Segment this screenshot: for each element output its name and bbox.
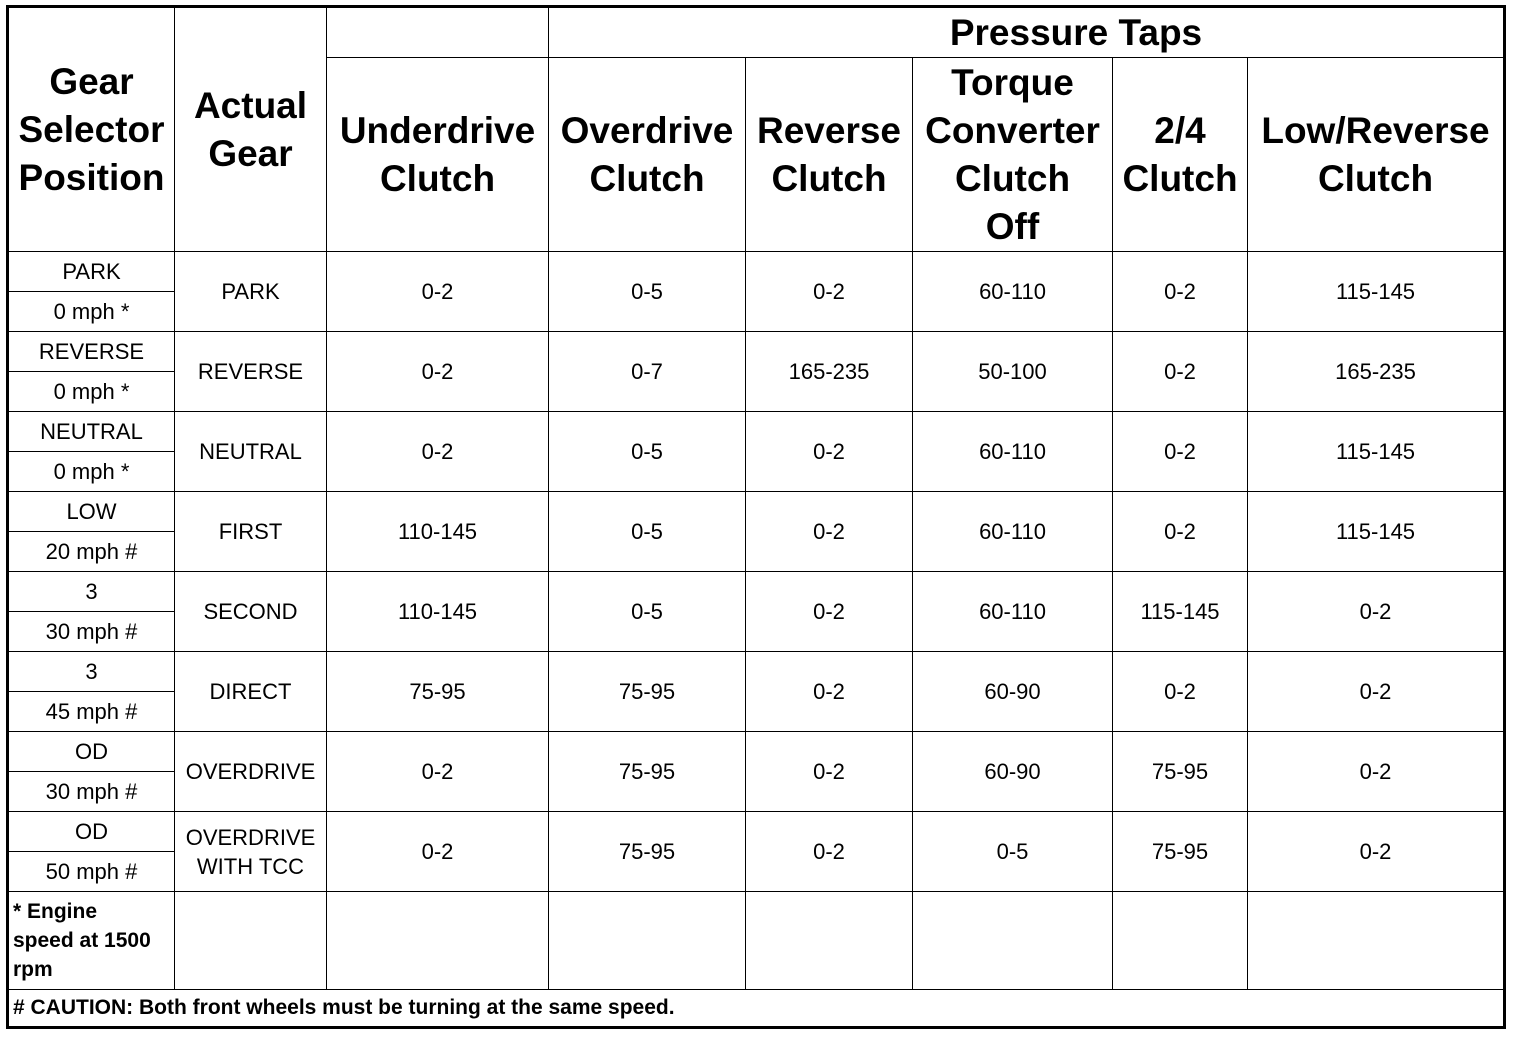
table-row [8, 492, 1505, 532]
torque-converter-clutch-off-cell: 60-110 [913, 492, 1113, 572]
table-row [8, 572, 1505, 612]
footnote-blank-cell [913, 892, 1113, 990]
vehicle-speed-cell: 0 mph * [8, 452, 175, 492]
gear-selector-position-cell: 3 [8, 572, 175, 612]
torque-converter-clutch-off-cell: 0-5 [913, 812, 1113, 892]
low-reverse-clutch-cell: 0-2 [1248, 732, 1505, 812]
header-pressure-taps: Pressure Taps [549, 7, 1505, 58]
reverse-clutch-cell: 0-2 [746, 732, 913, 812]
gear-selector-position-cell: PARK [8, 252, 175, 292]
2-4-clutch-cell: 75-95 [1113, 812, 1248, 892]
footnote-blank-cell [1113, 892, 1248, 990]
underdrive-clutch-cell: 0-2 [327, 812, 549, 892]
low-reverse-clutch-cell: 115-145 [1248, 252, 1505, 332]
reverse-clutch-cell: 0-2 [746, 812, 913, 892]
reverse-clutch-cell: 0-2 [746, 412, 913, 492]
footnote-caution: # CAUTION: Both front wheels must be turning at the same speed. [8, 990, 1505, 1028]
overdrive-clutch-cell: 0-5 [549, 412, 746, 492]
overdrive-clutch-cell: 0-5 [549, 572, 746, 652]
header-gear-selector-position: Gear Selector Position [8, 7, 175, 252]
vehicle-speed-cell: 45 mph # [8, 692, 175, 732]
2-4-clutch-cell: 0-2 [1113, 332, 1248, 412]
low-reverse-clutch-cell: 165-235 [1248, 332, 1505, 412]
header-low-reverse-clutch: Low/Reverse Clutch [1248, 58, 1505, 252]
underdrive-clutch-cell: 75-95 [327, 652, 549, 732]
torque-converter-clutch-off-cell: 60-110 [913, 252, 1113, 332]
actual-gear-cell: PARK [175, 252, 327, 332]
table-row [8, 732, 1505, 772]
vehicle-speed-cell: 0 mph * [8, 292, 175, 332]
vehicle-speed-cell: 20 mph # [8, 532, 175, 572]
actual-gear-cell: SECOND [175, 572, 327, 652]
actual-gear-cell: REVERSE [175, 332, 327, 412]
low-reverse-clutch-cell: 0-2 [1248, 652, 1505, 732]
table-row [8, 252, 1505, 292]
reverse-clutch-cell: 0-2 [746, 652, 913, 732]
vehicle-speed-cell: 0 mph * [8, 372, 175, 412]
underdrive-clutch-cell: 0-2 [327, 252, 549, 332]
vehicle-speed-cell: 30 mph # [8, 612, 175, 652]
reverse-clutch-cell: 0-2 [746, 572, 913, 652]
torque-converter-clutch-off-cell: 50-100 [913, 332, 1113, 412]
header-overdrive-clutch: Overdrive Clutch [549, 58, 746, 252]
table-row [8, 812, 1505, 852]
overdrive-clutch-cell: 75-95 [549, 812, 746, 892]
footnote-blank-cell [549, 892, 746, 990]
footnote-blank-cell [1248, 892, 1505, 990]
underdrive-clutch-cell: 0-2 [327, 412, 549, 492]
header-reverse-clutch: Reverse Clutch [746, 58, 913, 252]
low-reverse-clutch-cell: 0-2 [1248, 812, 1505, 892]
underdrive-clutch-cell: 110-145 [327, 572, 549, 652]
actual-gear-cell: OVERDRIVE WITH TCC [175, 812, 327, 892]
2-4-clutch-cell: 115-145 [1113, 572, 1248, 652]
underdrive-clutch-cell: 110-145 [327, 492, 549, 572]
table-row [8, 652, 1505, 692]
pressure-test-table [6, 5, 1506, 1029]
header-actual-gear: Actual Gear [175, 7, 327, 252]
reverse-clutch-cell: 0-2 [746, 492, 913, 572]
2-4-clutch-cell: 75-95 [1113, 732, 1248, 812]
footnote-engine-speed: * Engine speed at 1500 rpm [8, 892, 175, 990]
overdrive-clutch-cell: 75-95 [549, 652, 746, 732]
actual-gear-cell: DIRECT [175, 652, 327, 732]
header-underdrive-clutch: Underdrive Clutch [327, 58, 549, 252]
torque-converter-clutch-off-cell: 60-110 [913, 572, 1113, 652]
footnote-blank-cell [327, 892, 549, 990]
footnote-blank-cell [175, 892, 327, 990]
header-2-4-clutch: 2/4 Clutch [1113, 58, 1248, 252]
torque-converter-clutch-off-cell: 60-90 [913, 732, 1113, 812]
2-4-clutch-cell: 0-2 [1113, 492, 1248, 572]
reverse-clutch-cell: 0-2 [746, 252, 913, 332]
actual-gear-cell: OVERDRIVE [175, 732, 327, 812]
gear-selector-position-cell: OD [8, 812, 175, 852]
gear-selector-position-cell: NEUTRAL [8, 412, 175, 452]
actual-gear-cell: NEUTRAL [175, 412, 327, 492]
torque-converter-clutch-off-cell: 60-90 [913, 652, 1113, 732]
header-torque-converter-clutch-off: Torque Converter Clutch Off [913, 58, 1113, 252]
torque-converter-clutch-off-cell: 60-110 [913, 412, 1113, 492]
table-row [8, 412, 1505, 452]
header-blank-cell [327, 7, 549, 58]
low-reverse-clutch-cell: 0-2 [1248, 572, 1505, 652]
underdrive-clutch-cell: 0-2 [327, 332, 549, 412]
actual-gear-cell: FIRST [175, 492, 327, 572]
low-reverse-clutch-cell: 115-145 [1248, 412, 1505, 492]
vehicle-speed-cell: 30 mph # [8, 772, 175, 812]
gear-selector-position-cell: 3 [8, 652, 175, 692]
overdrive-clutch-cell: 0-5 [549, 252, 746, 332]
vehicle-speed-cell: 50 mph # [8, 852, 175, 892]
underdrive-clutch-cell: 0-2 [327, 732, 549, 812]
gear-selector-position-cell: REVERSE [8, 332, 175, 372]
overdrive-clutch-cell: 0-7 [549, 332, 746, 412]
reverse-clutch-cell: 165-235 [746, 332, 913, 412]
gear-selector-position-cell: LOW [8, 492, 175, 532]
low-reverse-clutch-cell: 115-145 [1248, 492, 1505, 572]
overdrive-clutch-cell: 75-95 [549, 732, 746, 812]
2-4-clutch-cell: 0-2 [1113, 652, 1248, 732]
table-row [8, 332, 1505, 372]
2-4-clutch-cell: 0-2 [1113, 412, 1248, 492]
footnote-blank-cell [746, 892, 913, 990]
2-4-clutch-cell: 0-2 [1113, 252, 1248, 332]
gear-selector-position-cell: OD [8, 732, 175, 772]
overdrive-clutch-cell: 0-5 [549, 492, 746, 572]
